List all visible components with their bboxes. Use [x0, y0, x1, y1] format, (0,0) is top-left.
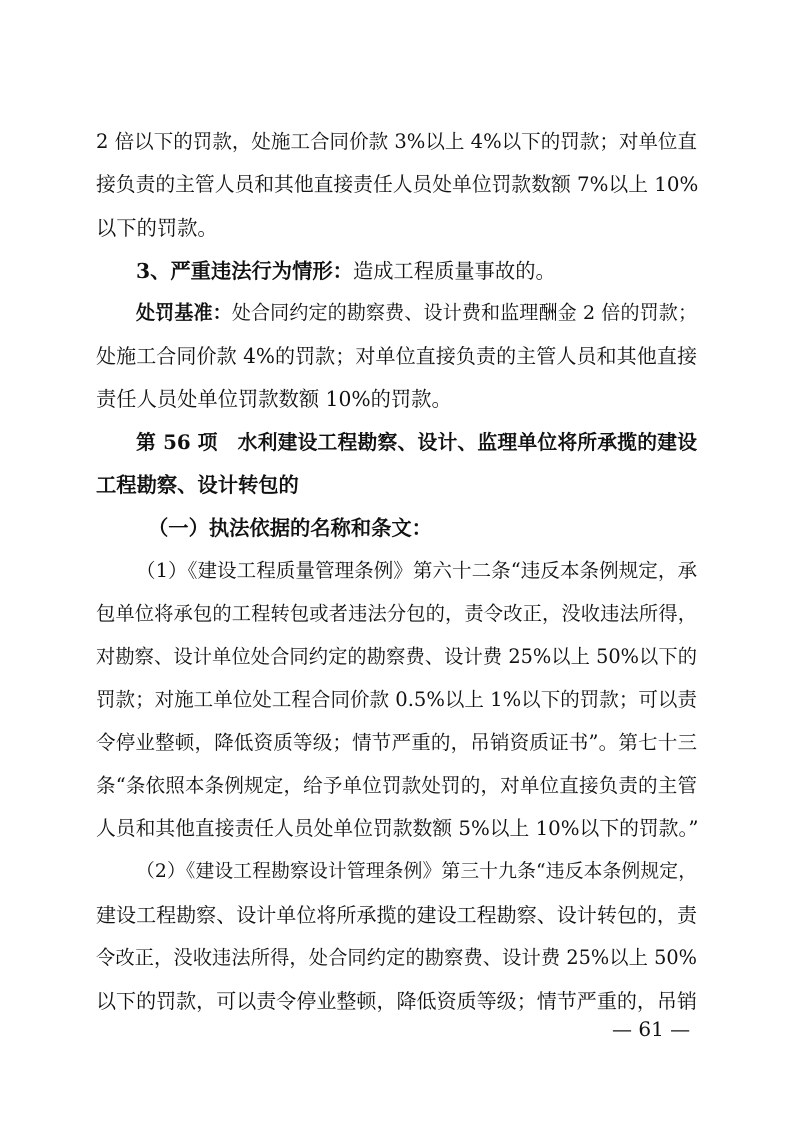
paragraph-line: 建设工程勘察、设计单位将所承揽的建设工程勘察、设计转包的，责 [96, 903, 697, 927]
paragraph-line: 令改正，没收违法所得，处合同约定的勘察费、设计费 25%以上 50% [96, 946, 697, 969]
paragraph-line: 令停业整顿，降低资质等级；情节严重的，吊销资质证书”。第七十三 [96, 731, 697, 754]
paragraph-line: （2）《建设工程勘察设计管理条例》第三十九条“违反本条例规定， [136, 861, 697, 882]
penalty-standard-text: 处合同约定的勘察费、设计费和监理酬金 2 倍的罚款； [231, 302, 697, 324]
item-heading-line: 工程勘察、设计转包的 [96, 473, 299, 497]
paragraph-line: 人员和其他直接责任人员处单位罚款数额 5%以上 10%以下的罚款。” [96, 817, 699, 840]
paragraph-line: （1）《建设工程质量管理条例》第六十二条“违反本条例规定，承 [136, 559, 697, 582]
violation-case-text: 造成工程质量事故的。 [352, 259, 556, 283]
paragraph-line: 包单位将承包的工程转包或者违法分包的，责令改正，没收违法所得， [96, 602, 697, 625]
section-subheading: （一）执法依据的名称和条文： [148, 516, 432, 540]
paragraph-line: 条“条依照本条例规定，给予单位罚款处罚的，对单位直接负责的主管 [96, 774, 697, 797]
penalty-standard-line [136, 298, 697, 328]
paragraph-line: 罚款；对施工单位处工程合同价款 0.5%以上 1%以下的罚款；可以责 [96, 688, 697, 711]
paragraph-line: 责任人员处单位罚款数额 10%的罚款。 [96, 387, 452, 411]
paragraph-line: 接负责的主管人员和其他直接责任人员处单位罚款数额 7%以上 10% [96, 173, 699, 196]
page-number: — 61 — [612, 1017, 691, 1041]
paragraph-line: 2 倍以下的罚款，处施工合同价款 3%以上 4%以下的罚款；对单位直 [96, 130, 697, 153]
paragraph-line: 以下的罚款，可以责令停业整顿，降低资质等级；情节严重的，吊销 [96, 989, 697, 1013]
paragraph-line: 以下的罚款。 [96, 216, 218, 240]
paragraph-line: 处施工合同价款 4%的罚款；对单位直接负责的主管人员和其他直接 [96, 344, 697, 368]
violation-case-label: 3、严重违法行为情形： [136, 259, 353, 283]
paragraph-line: 对勘察、设计单位处合同约定的勘察费、设计费 25%以上 50%以下的 [96, 645, 697, 668]
violation-case-line [136, 256, 697, 286]
item-heading-line: 第 56 项 水利建设工程勘察、设计、监理单位将所承揽的建设 [136, 430, 697, 454]
penalty-standard-label: 处罚基准： [136, 302, 232, 324]
